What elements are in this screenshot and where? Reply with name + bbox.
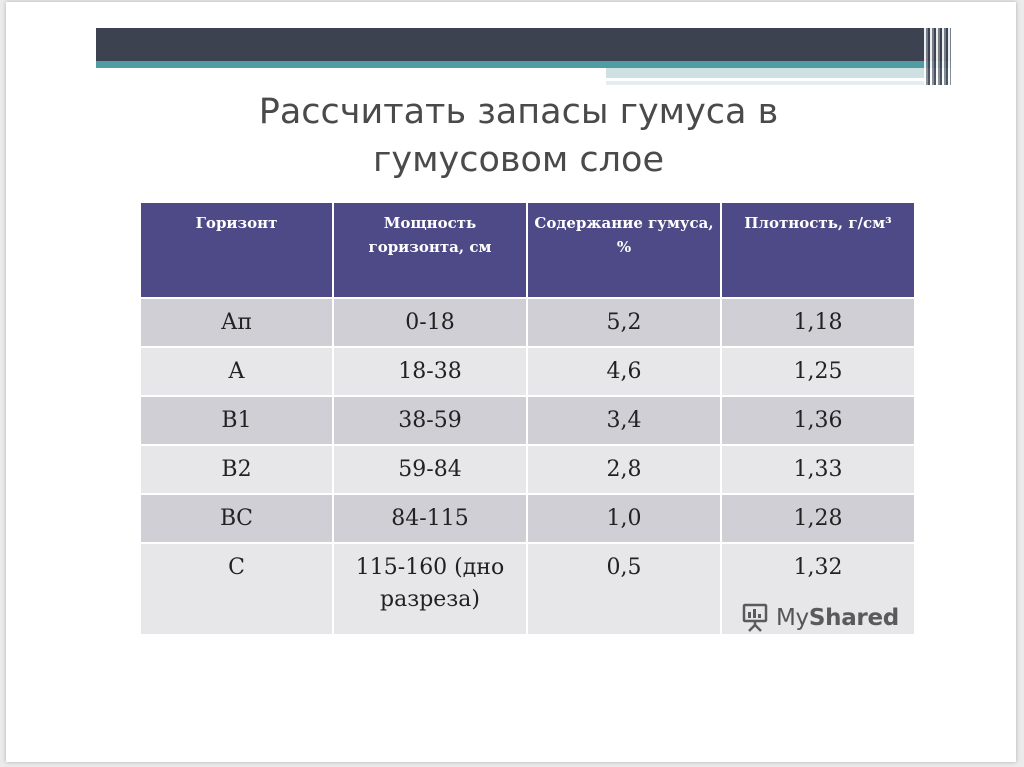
cell-humus: 4,6 xyxy=(527,347,721,396)
cell-horizon: В2 xyxy=(141,445,333,494)
cell-density: 1,28 xyxy=(721,494,914,543)
cell-humus: 1,0 xyxy=(527,494,721,543)
header-stripes xyxy=(924,28,951,85)
cell-thickness: 0-18 xyxy=(333,298,527,347)
cell-humus: 2,8 xyxy=(527,445,721,494)
brand-my: My xyxy=(776,605,809,631)
cell-thickness: 38-59 xyxy=(333,396,527,445)
header-bar-light xyxy=(606,68,951,78)
header-thickness: Мощность горизонта, см xyxy=(333,203,527,298)
brand-shared: Shared xyxy=(808,605,899,631)
header-bar-dark xyxy=(96,28,951,61)
cell-thickness: 115-160 (дно разреза) xyxy=(333,543,527,634)
table-row xyxy=(141,347,914,396)
cell-density: 1,33 xyxy=(721,445,914,494)
cell-horizon: Ап xyxy=(141,298,333,347)
humus-table xyxy=(141,203,914,634)
cell-thickness: 84-115 xyxy=(333,494,527,543)
table-row xyxy=(141,494,914,543)
slide-title: Рассчитать запасы гумуса в гумусовом слое xyxy=(258,92,779,180)
cell-horizon: А xyxy=(141,347,333,396)
cell-density: 1,36 xyxy=(721,396,914,445)
cell-thickness: 59-84 xyxy=(333,445,527,494)
cell-density: 1,32 xyxy=(721,543,914,634)
header-density: Плотность, г/см³ xyxy=(721,203,914,298)
cell-humus: 3,4 xyxy=(527,396,721,445)
cell-density: 1,25 xyxy=(721,347,914,396)
table-row xyxy=(141,396,914,445)
cell-horizon: В1 xyxy=(141,396,333,445)
presentation-board-icon xyxy=(740,603,770,633)
cell-humus: 5,2 xyxy=(527,298,721,347)
table-row xyxy=(141,298,914,347)
table-header-row xyxy=(141,203,914,298)
cell-humus: 0,5 xyxy=(527,543,721,634)
header-bar-light-thin xyxy=(606,81,951,85)
myshared-watermark xyxy=(740,603,899,633)
cell-density: 1,18 xyxy=(721,298,914,347)
header-horizon: Горизонт xyxy=(141,203,333,298)
table-row xyxy=(141,445,914,494)
header-humus-content: Содержание гумуса, % xyxy=(527,203,721,298)
myshared-logo-text xyxy=(776,605,899,631)
cell-horizon: ВС xyxy=(141,494,333,543)
header-bar-accent xyxy=(96,61,951,68)
cell-horizon: С xyxy=(141,543,333,634)
cell-thickness: 18-38 xyxy=(333,347,527,396)
